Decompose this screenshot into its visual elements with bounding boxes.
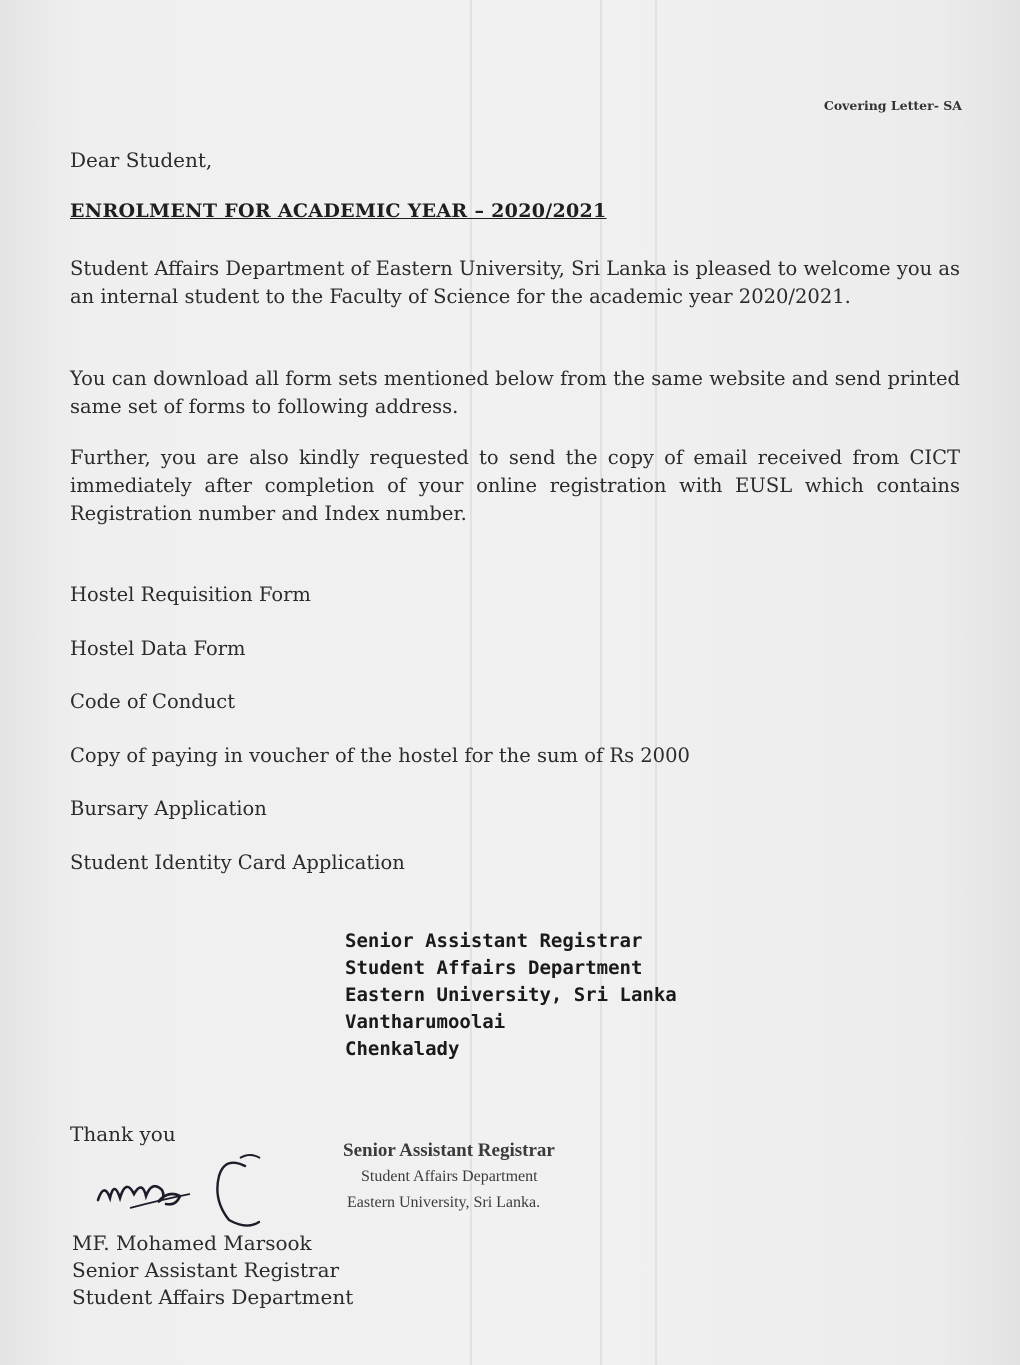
stamp-line: Student Affairs Department — [361, 1168, 538, 1185]
list-item: Copy of paying in voucher of the hostel for the sum of Rs 2000 — [70, 743, 690, 767]
address-line: Senior Assistant Registrar — [345, 930, 643, 952]
salutation: Dear Student, — [70, 148, 213, 172]
stamp-line: Senior Assistant Registrar — [343, 1140, 555, 1161]
mailing-address — [345, 928, 677, 1063]
header-tag: Covering Letter- SA — [823, 98, 962, 113]
signer-name: MF. Mohamed Marsook — [72, 1231, 312, 1255]
paragraph-welcome: Student Affairs Department of Eastern University, Sri Lanka is pleased to welcome you as an internal student to the Faculty of Science for the academic year 2020/2021. — [70, 257, 960, 308]
closing: Thank you — [70, 1122, 176, 1146]
signer-department: Student Affairs Department — [72, 1285, 354, 1309]
paragraph-download: You can download all form sets mentioned below from the same website and send printed same set of forms to following address. — [70, 367, 960, 418]
forms-list — [70, 582, 690, 903]
list-item: Hostel Data Form — [70, 636, 246, 660]
list-item: Code of Conduct — [70, 690, 236, 713]
address-line: Student Affairs Department — [345, 957, 643, 979]
signer-title: Senior Assistant Registrar — [72, 1258, 340, 1282]
signer-block — [72, 1230, 353, 1311]
list-item: Bursary Application — [70, 797, 267, 820]
address-line: Chenkalady — [345, 1038, 460, 1060]
address-line: Eastern University, Sri Lanka — [345, 984, 677, 1006]
paragraph-email: Further, you are also kindly requested to send the copy of email received from CICT immediately after completion of your online registration with EUSL which contains Registration number and Index number. — [70, 446, 960, 525]
handwritten-signature — [90, 1148, 290, 1238]
list-item: Hostel Requisition Form — [70, 583, 311, 606]
list-item: Student Identity Card Application — [70, 850, 405, 874]
subject-heading: ENROLMENT FOR ACADEMIC YEAR – 2020/2021 — [70, 200, 607, 222]
official-stamp — [343, 1138, 555, 1216]
stamp-line: Eastern University, Sri Lanka. — [347, 1194, 541, 1211]
address-line: Vantharumoolai — [345, 1011, 506, 1033]
